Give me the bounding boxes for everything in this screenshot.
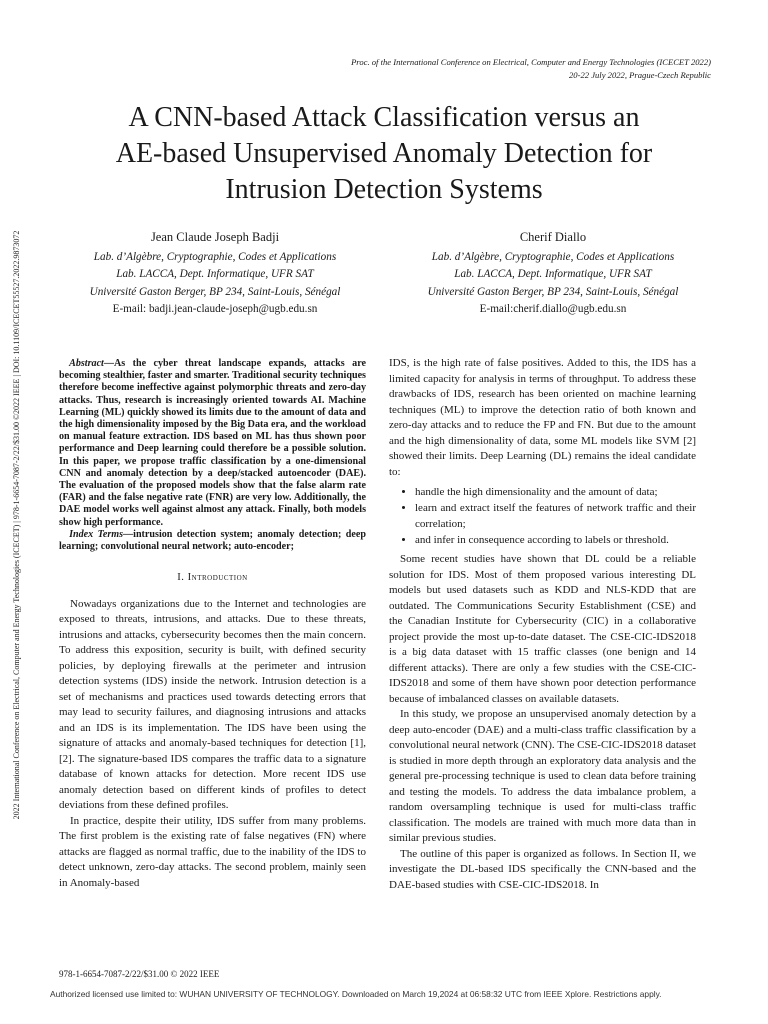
author-affiliation: Lab. d’Algèbre, Cryptographie, Codes et Applications (93, 250, 337, 263)
title-line-1: A CNN-based Attack Classification versus an (128, 102, 640, 133)
left-column (59, 358, 366, 891)
index-terms-label: Index Terms (69, 528, 124, 540)
index-terms-text: —intrusion detection system; anomaly detection; deep learning; convolutional neural network; auto-encoder; (59, 528, 366, 553)
right-column (389, 356, 696, 893)
author-affiliation: Université Gaston Berger, BP 234, Saint-Louis, Sénégal (89, 285, 341, 298)
paragraph: Some recent studies have shown that DL could be a reliable solution for IDS. Most of them proposed various interesting DL models but used datasets such as KDD and NLS-KDD that are outdated. The Communications Security Establishment (CSE) and the Canadian Institute for Cybersecurity (CIC) in a collaborative project provide the most up-to-date dataset. The CSE-CIC-IDS2018 is a big data dataset with 15 traffic classes (one benign and 14 different attacks). There are only a few studies with the CSE-CIC-IDS2018 and some of them have shown poor detection performance because of imbalanced classes on available datasets. (389, 553, 696, 705)
list-item: • learn and extract itself the features of network traffic and their correlation; (415, 500, 696, 532)
list-item: • handle the high dimensionality and the amount of data; (415, 484, 696, 500)
doi-side-margin: 2022 International Conference on Electrical, Computer and Energy Technologies (ICECET) | 978-1-6654-7087-2/22/$31.00 ©2022 IEEE | DOI: 10.1109/ICECET55527.2022.9873072 (12, 230, 21, 820)
title-line-2: AE-based Unsupervised Anomaly Detection for (115, 138, 653, 169)
section-number: I. (177, 572, 185, 584)
paragraph: In practice, despite their utility, IDS suffer from many problems. The first problem is the existing rate of false negatives (FN) where attacks are flagged as normal traffic, due to the inability of the IDS to detect unknown, zero-day attacks. The second problem, mainly seen in Anomaly-based (59, 814, 366, 889)
paragraph: In this study, we propose an unsupervised anomaly detection by a deep auto-encoder (DAE) and a multi-class traffic classification by a convolutional neural network (CNN). The CSE-CIC-IDS2018 dataset is studied in more depth through an exploratory data analysis and the general pre-processing technique is used to clean data before training and testing the models. To address the data imbalance problem, a random oversampling technique is used for multi-class traffic classification. The models are trained with much more data than in similar previous studies. (389, 708, 696, 844)
author-block-2 (388, 229, 718, 319)
author-affiliation: Lab. d’Algèbre, Cryptographie, Codes et Applications (431, 250, 675, 263)
conference-header (351, 56, 711, 82)
list-item: • and infer in consequence according to labels or threshold. (415, 532, 696, 548)
conference-line-1: Proc. of the International Conference on Electrical, Computer and Energy Technologies (ICECET 2022) (351, 57, 711, 67)
license-footer: Authorized licensed use limited to: WUHAN UNIVERSITY OF TECHNOLOGY. Downloaded on March 19,2024 at 06:58:32 UTC from IEEE Xplore. Restrictions apply. (50, 989, 662, 999)
abstract-label: Abstract (69, 358, 104, 369)
title-line-3: Intrusion Detection Systems (225, 174, 543, 205)
author-email[interactable]: E-mail: badji.jean-claude-joseph@ugb.edu.sn (112, 303, 318, 315)
section-title: Introduction (187, 572, 248, 584)
author-name: Cherif Diallo (519, 230, 587, 244)
author-affiliation: Lab. LACCA, Dept. Informatique, UFR SAT (454, 268, 652, 280)
paper-title (60, 100, 708, 208)
index-terms (59, 529, 366, 553)
conference-line-2: 20-22 July 2022, Prague-Czech Republic (569, 70, 711, 80)
paragraph: The outline of this paper is organized as follows. In Section II, we investigate the DL-based IDS specifically the CNN-based and the DAE-based studies with CSE-CIC-IDS2018. In (389, 847, 696, 891)
bullet-list (389, 484, 696, 548)
author-affiliation: Lab. LACCA, Dept. Informatique, UFR SAT (116, 268, 314, 280)
paragraph: Nowadays organizations due to the Internet and technologies are exposed to threats, intrusions, and attacks. Due to these threats, intrusions and attacks, cybersecurity becomes then the main concern. To address this exposition, security is built, with defined security policies, by deploying firewalls at the perimeter and intrusion detection systems (IDS) inside the network. Intrusion detection is a set of mechanisms and practices used towards detecting errors that may lead to security failures, and diagnosing intrusions and attacks and an IDS is its implementation. The IDS have been using the signature of attacks and anomaly-based techniques for detection [1], [2]. The signature-based IDS compares the traffic data to a signature database of known attacks for detection. More recent IDS use anomaly detection based on different kinds of profiles to detect deviations from these defined profiles. (59, 597, 366, 812)
section-heading (59, 570, 366, 586)
author-affiliation: Université Gaston Berger, BP 234, Saint-Louis, Sénégal (427, 285, 679, 298)
author-name: Jean Claude Joseph Badji (150, 230, 280, 244)
copyright-footer: 978-1-6654-7087-2/22/$31.00 © 2022 IEEE (59, 969, 220, 979)
paragraph: IDS, is the high rate of false positives. Added to this, the IDS has a limited capacity for analysis in terms of throughput. To address these drawbacks of IDS, research has been oriented on machine learning techniques (ML) to improve the detection ratio of both known and zero-day attacks and to reduce the FP and FN. But due to the amount and the high dimensionality of data, some ML models like SVM [2] showed their limits. Deep Learning (DL) remains the ideal candidate to: (389, 357, 696, 478)
author-block-1 (50, 229, 380, 319)
author-email[interactable]: E-mail:cherif.diallo@ugb.edu.sn (479, 303, 627, 315)
abstract-text: —As the cyber threat landscape expands, attacks are becoming stealthier, faster and smarter. Traditional security techniques therefore become ineffective against polymorphic threats and zero-day attacks. Thus, research is increasingly oriented towards AI. Machine Learning (ML) quickly showed its limits due to the amount of data and the high dimensionality imposed by the Big Data era, and the workload on manual feature extraction. IDS based on ML has thus shown poor performance and Deep learning could therefore be a possible solution. In this paper, we propose traffic classification by a one-dimensional CNN and anomaly detection by a deep/stacked autoencoder (DAE). The evaluation of the proposed models show that the false alarm rate (FAR) and the false negative rate (FNR) are very low. Additionally, the DAE model works well against almost any attack. Finally, both models show high performance. (59, 358, 366, 528)
abstract (59, 358, 366, 529)
